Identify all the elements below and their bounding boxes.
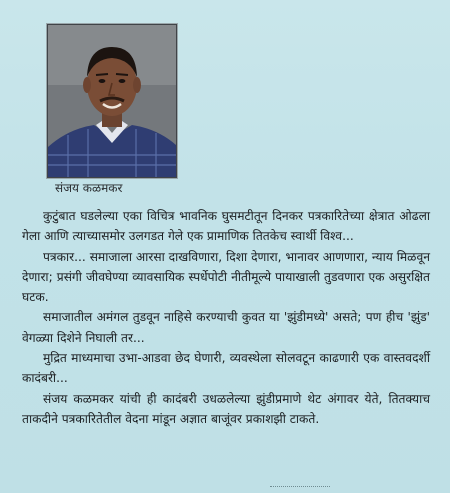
author-name: संजय कळमकर bbox=[55, 181, 123, 195]
blurb-paragraph: संजय कळमकर यांची ही कादंबरी उधळलेल्या झुंडीप्रमाणे थेट अंगावर येते, तितक्याच ताकदीने पत्रकारितेतील वेदना मांडून अज्ञात बाजूंवर प्रकाशझी टाकते. bbox=[22, 391, 430, 426]
blurb-paragraph: कुटुंबात घडलेल्या एका विचित्र भावनिक घुसमटीतून दिनकर पत्रकारितेच्या क्षेत्रात ओढला गेला आणि त्याच्यासमोर उलगडत गेले एक प्रामाणिक तितकेच स्वार्थी विश्व... bbox=[22, 209, 430, 244]
author-photo bbox=[47, 24, 177, 178]
blurb-paragraph: मुद्रित माध्यमाचा उभा-आडवा छेद घेणारी, व्यवस्थेला सोलवटून काढणारी एक वास्तवदर्शी कादंबरी... bbox=[22, 351, 430, 386]
blurb-paragraph: समाजातील अमंगल तुडवून नाहिसे करण्याची कुवत या 'झुंडीमध्ये' असते; पण हीच 'झुंड' वेगळ्या दिशेने निघाली तर... bbox=[22, 310, 430, 345]
blurb-paragraph: पत्रकार... समाजाला आरसा दाखविणारा, दिशा देणारा, भानावर आणणारा, न्याय मिळवून देणारा; प्रसंगी जीवघेण्या व्यावसायिक स्पर्धेपोटी नीतीमूल्ये पायाखाली तुडवणारा एक असुरक्षित घटक. bbox=[22, 249, 430, 305]
back-cover-blurb bbox=[22, 206, 430, 429]
footer-mark bbox=[270, 486, 330, 491]
